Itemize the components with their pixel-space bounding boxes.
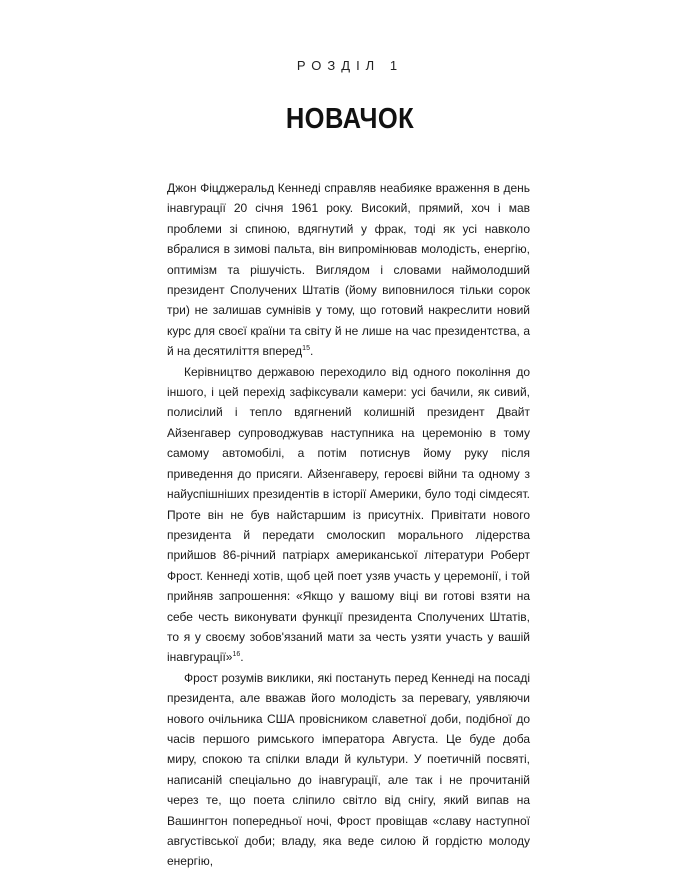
paragraph-end: . <box>240 650 244 665</box>
chapter-body <box>167 178 530 872</box>
paragraph-1 <box>167 178 530 362</box>
paragraph-text: Джон Фіцджеральд Кеннеді справляв неабияке враження в день інавгурації 20 січня 1961 року. Високий, прямий, хоч і мав проблеми зі спиною, вдягнутий у фрак, тоді як усі навколо вбралися в зимові пальта, він випромінював молодість, енергію, оптимізм та рішучість. Виглядом і словами наймолодший президент Сполучених Штатів (йому виповнилося тільки сорок три) не залишав сумнівів у тому, що готовий накреслити новий курс для своєї країни та світу й не лише на час президентства, а й на десятиліття вперед <box>167 181 530 359</box>
paragraph-end: . <box>309 344 314 359</box>
chapter-number-label: РОЗДІЛ 1 <box>296 58 404 73</box>
paragraph-text: Фрост розумів виклики, які постануть перед Кеннеді на посаді президента, але вважав його молодість за перевагу, уявляючи нового очільника США провісником славетної доби, подібної до часів першого римського імператора Августа. Це буде доба миру, спокою та спілки влади й культури. У поетичній посвяті, написаній спеціально до інавгурації, але так і не прочитаній через те, що поета сліпило світло від снігу, який випав на Вашингтон попередньої ночі, Фрост провіщав «славу наступної августівської доби; владу, яка веде силою й гордістю молоду енергію, <box>167 670 530 869</box>
chapter-title: НОВАЧОК <box>285 103 415 135</box>
footnote-ref-16[interactable]: 16 <box>232 651 241 659</box>
paragraph-text: Керівництво державою переходило від одного покоління до іншого, і цей перехід зафіксували камери: усі бачили, як сивий, полисілий і тепло вдягнений колишній президент Двайт Айзенгавер супроводжував наступника на церемонію в тому самому автомобілі, а потім потиснув йому руку після приведення до присяги. Айзенгаверу, героєві війни та одному з найуспішніших президентів в історії Америки, було тоді сімдесят. Проте він не був найстаршим із присутніх. Привітати нового президента й передати смолоскип морального лідерства прийшов 86-річний патріарх американської літератури Роберт Фрост. Кеннеді хотів, щоб цей поет узяв участь у церемонії, і той прийняв запрошення: «Якщо у вашому віці ви готові взяти на себе честь виконувати функції президента Сполучених Штатів, то я у своєму зобов'язаний мати за честь узяти участь у вашій інавгурації» <box>167 364 530 665</box>
paragraph-3 <box>167 668 530 872</box>
paragraph-2 <box>167 362 530 668</box>
footnote-ref-15[interactable]: 15 <box>302 345 310 353</box>
